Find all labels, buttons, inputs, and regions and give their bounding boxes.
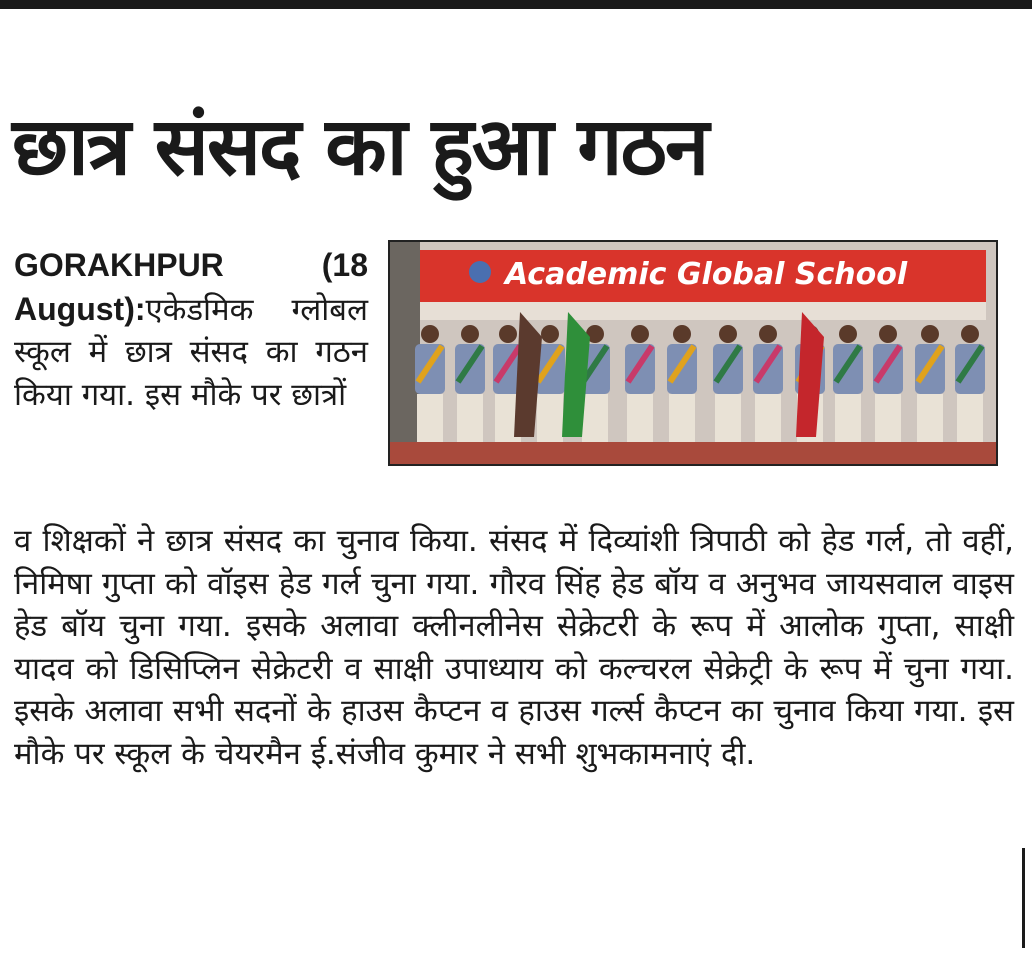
article-body: व शिक्षकों ने छात्र संसद का चुनाव किया. संसद में दिव्यांशी त्रिपाठी को हेड गर्ल, तो वहीं, निमिषा गुप्ता को वॉइस हेड गर्ल चुना गया. गौरव सिंह हेड बॉय व अनुभव जायसवाल वाइस हेड बॉय चुना गया. इसके अलावा क्लीनलीनेस सेक्रेटरी के रूप में आलोक गुप्ता, साक्षी यादव को डिसिप्लिन सेक्रेटरी व साक्षी उपाध्याय को कल्चरल सेक्रेट्री के रूप में चुना गया. इसके अलावा सभी सदनों के हाउस कैप्टन व हाउस गर्ल्स कैप्टन का चुनाव किया गया. इस मौके पर स्कूल के चेयरमैन ई.संजीव कुमार ने सभी शुभकामनाएं दी.: [14, 523, 1014, 772]
banner-text: Academic Global School: [505, 257, 908, 292]
news-photo: [388, 240, 998, 466]
school-logo: [469, 261, 491, 283]
headline: छात्र संसद का हुआ गठन: [12, 100, 708, 193]
dateline: GORAKHPUR (18 August):: [14, 247, 368, 327]
top-rule: [0, 0, 1032, 9]
lead-text: एकेडमिक ग्लोबल स्कूल में छात्र संसद का गठन किया गया. इस मौके पर छात्रों: [14, 291, 368, 413]
column-rule: [1022, 848, 1025, 948]
students-group-photo: [390, 242, 996, 464]
lead-paragraph: [14, 244, 368, 416]
